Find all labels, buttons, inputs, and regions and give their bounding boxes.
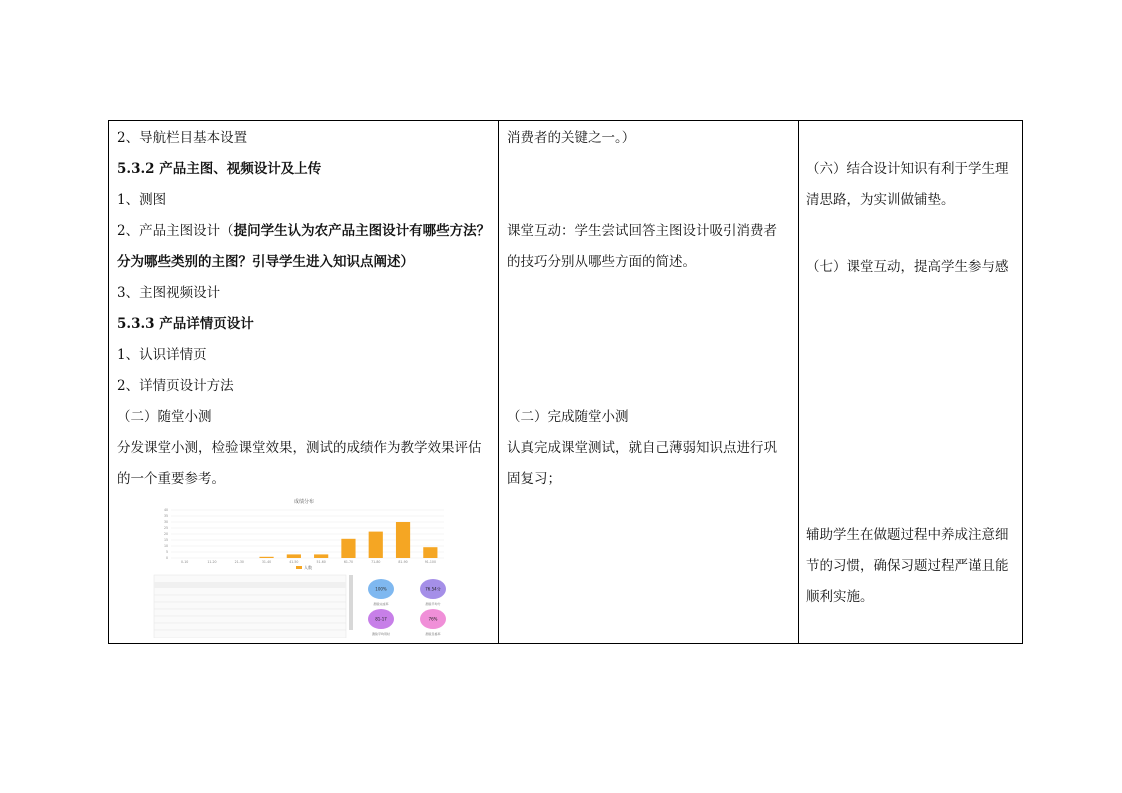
col1-line-9: 2、详情页设计方法 (117, 378, 234, 394)
x-tick-label: 11-20 (207, 560, 217, 564)
column-divider-1 (498, 121, 499, 643)
x-tick-label: 41-50 (289, 560, 299, 564)
stat-label-pass-rate: 测验及格率 (425, 632, 441, 636)
bar-81-90 (396, 522, 410, 558)
col1-line-4-prefix: 2、产品主图设计（ (117, 223, 234, 239)
col1-line-3: 1、测图 (117, 192, 167, 208)
stat-label-time: 测验平均用时 (371, 632, 391, 636)
y-tick-label: 20 (163, 532, 168, 537)
col2-line-6: 固复习； (507, 471, 561, 487)
col1-line-5: 分为哪些类别的主图？引导学生进入知识点阐述） (117, 254, 414, 270)
score-distribution-chart (149, 496, 459, 638)
chart-title: 成绩分布 (293, 499, 315, 505)
stat-label-average: 测验平均分 (425, 602, 441, 606)
results-table-header (154, 582, 346, 588)
col2-line-1: 消费者的关键之一。） (507, 130, 636, 146)
x-tick-label: 31-40 (261, 560, 272, 564)
x-tick-label: 61-70 (343, 560, 354, 564)
x-tick-label: 21-30 (234, 560, 244, 564)
lesson-plan-table (108, 120, 1023, 644)
x-tick-label: 91-100 (424, 560, 436, 564)
x-tick-label: 0-10 (181, 560, 189, 564)
col1-line-12: 的一个重要参考。 (117, 471, 225, 487)
stat-value-pass-rate: 76% (428, 616, 438, 622)
y-tick-label: 25 (163, 526, 168, 531)
stat-label-completion: 测验完成率 (373, 602, 389, 606)
col2-line-4: （二）完成随堂小测 (507, 409, 629, 425)
col1-line-10: （二）随堂小测 (117, 409, 212, 425)
stat-value-average: 76.54分 (425, 586, 441, 592)
y-tick-label: 35 (163, 514, 168, 519)
legend-swatch (296, 566, 302, 569)
stat-value-time: 81-17 (375, 616, 387, 622)
section-heading-5-3-3: 5.3.3 产品详情页设计 (117, 316, 254, 332)
col1-line-6: 3、主图视频设计 (117, 285, 221, 301)
col3-line-5: 节的习惯，确保习题过程严谨且能 (806, 558, 1009, 574)
bar-71-80 (369, 532, 383, 558)
col2-line-5: 认真完成课堂测试，就自己薄弱知识点进行巩 (507, 440, 777, 456)
col1-line-4-question: 提问学生认为农产品主图设计有哪些方法？ (233, 223, 491, 239)
section-heading-5-3-2: 5.3.2 产品主图、视频设计及上传 (117, 161, 322, 177)
y-tick-label: 10 (163, 544, 168, 549)
col1-line-11: 分发课堂小测，检验课堂效果，测试的成绩作为教学效果评估 (117, 440, 482, 456)
col3-line-1: （六）结合设计知识有利于学生理 (806, 161, 1009, 177)
x-tick-label: 51-60 (316, 560, 326, 564)
x-tick-label: 71-80 (371, 560, 381, 564)
y-tick-label: 5 (165, 550, 168, 555)
column-divider-2 (798, 121, 799, 643)
col3-line-2: 清思路，为实训做铺垫。 (806, 192, 955, 208)
score-report-image (149, 496, 459, 638)
col3-line-4: 辅助学生在做题过程中养成注意细 (806, 527, 1009, 543)
col2-line-3: 的技巧分别从哪些方面的简述。 (507, 254, 696, 270)
col3-line-6: 顺利实施。 (806, 589, 874, 605)
y-tick-label: 0 (165, 556, 168, 561)
col2-line-2: 课堂互动：学生尝试回答主图设计吸引消费者 (507, 223, 777, 239)
bar-31-40 (259, 557, 273, 558)
bar-51-60 (314, 554, 328, 558)
col1-line-4 (117, 221, 490, 241)
x-tick-label: 81-90 (398, 560, 408, 564)
stat-value-completion: 100% (375, 586, 387, 592)
col1-line-8: 1、认识详情页 (117, 347, 207, 363)
y-tick-label: 15 (163, 538, 168, 543)
bar-41-50 (287, 554, 301, 558)
legend-label: 人数 (304, 565, 312, 570)
col3-line-3: （七）课堂互动，提高学生参与感 (806, 259, 1009, 275)
y-tick-label: 30 (163, 520, 168, 525)
results-table (154, 575, 353, 638)
bar-61-70 (341, 539, 355, 558)
table-scrollbar (349, 575, 353, 630)
y-tick-label: 40 (163, 508, 168, 513)
col1-line-1: 2、导航栏目基本设置 (117, 130, 248, 146)
bar-91-100 (423, 547, 437, 558)
